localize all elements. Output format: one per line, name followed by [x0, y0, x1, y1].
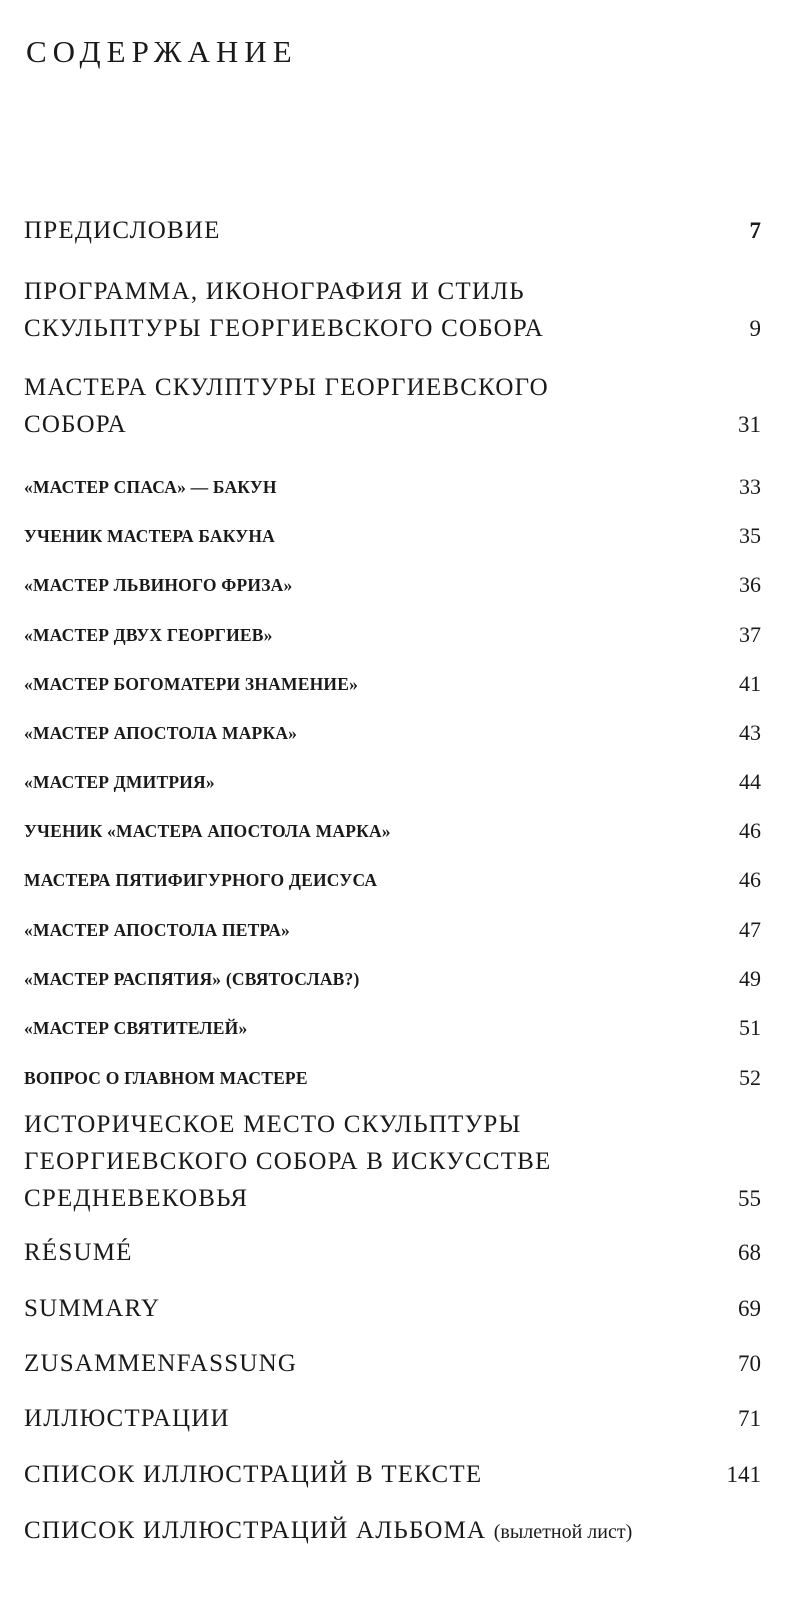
toc-entry-note: (вылетной лист) [493, 1521, 633, 1543]
toc-entry-title [24, 1234, 761, 1271]
toc-entry-title [24, 1456, 761, 1493]
toc-page-number: 52 [739, 1065, 761, 1090]
toc-entry-title [24, 1106, 761, 1217]
toc-page-number: 46 [739, 867, 761, 892]
toc-subentry[interactable] [24, 622, 761, 648]
toc-page-number: 71 [738, 1406, 761, 1431]
toc-page-number: 70 [738, 1351, 761, 1376]
toc-entry-title-line: ИСТОРИЧЕСКОЕ МЕСТО СКУЛЬПТУРЫ [24, 1111, 522, 1138]
toc-entry-title [24, 818, 761, 844]
toc-subentry[interactable] [24, 818, 761, 844]
toc-entry-title-line: ГЕОРГИЕВСКОГО СОБОРА В ИСКУССТВЕ [24, 1148, 552, 1175]
toc-page-number: 141 [726, 1462, 761, 1487]
toc-page-number: 55 [738, 1186, 761, 1211]
toc-page-number: 33 [739, 474, 761, 499]
toc-entry-title [24, 212, 761, 249]
toc-entry[interactable] [24, 212, 761, 249]
toc-page-number: 47 [739, 917, 761, 942]
toc-page-number: 9 [749, 316, 761, 341]
toc-entry-title [24, 1400, 761, 1437]
toc-entry-title [24, 867, 761, 893]
toc-entry-title [24, 769, 761, 795]
toc-entry-title-line: RÉSUMÉ [24, 1239, 133, 1266]
toc-entry-title [24, 273, 761, 347]
toc-entry[interactable] [24, 273, 761, 347]
toc-entry-title-line: «МАСТЕР ДМИТРИЯ» [24, 772, 215, 792]
toc-entry-title [24, 474, 761, 500]
toc-entry-title-line: ИЛЛЮСТРАЦИИ [24, 1405, 230, 1432]
toc-entry-title-line: «МАСТЕР АПОСТОЛА ПЕТРА» [24, 920, 290, 940]
toc-subentry[interactable] [24, 769, 761, 795]
toc-page-number: 69 [738, 1296, 761, 1321]
toc-entry-title-line: СОБОРА [24, 411, 127, 438]
toc-entry-title-line: УЧЕНИК «МАСТЕРА АПОСТОЛА МАРКА» [24, 821, 391, 841]
toc-entry-title-line: «МАСТЕР СПАСА» — БАКУН [24, 477, 277, 497]
toc-entry-title-line: СПИСОК ИЛЛЮСТРАЦИЙ В ТЕКСТЕ [24, 1461, 483, 1488]
toc-subentry[interactable] [24, 966, 761, 992]
toc-entry-title [24, 1345, 761, 1382]
toc-entry-title-line: «МАСТЕР СВЯТИТЕЛЕЙ» [24, 1018, 248, 1038]
toc-page-number: 37 [739, 622, 761, 647]
toc-entry-title [24, 1290, 761, 1327]
toc-entry-title-line: «МАСТЕР ЛЬВИНОГО ФРИЗА» [24, 575, 293, 595]
toc-entry[interactable] [24, 1512, 773, 1551]
toc-page-number: 51 [739, 1015, 761, 1040]
toc-entry-title [24, 720, 761, 746]
toc-entry-title [24, 1512, 773, 1551]
toc-entry-title-line: МАСТЕРА ПЯТИФИГУРНОГО ДЕИСУСА [24, 870, 378, 890]
toc-entry-title-line: ПРОГРАММА, ИКОНОГРАФИЯ И СТИЛЬ [24, 278, 525, 305]
toc-subentry[interactable] [24, 867, 761, 893]
toc-entry[interactable] [24, 1234, 761, 1271]
toc-entry-title-line: УЧЕНИК МАСТЕРА БАКУНА [24, 526, 275, 546]
toc-subentry[interactable] [24, 572, 761, 598]
toc-page-number: 46 [739, 818, 761, 843]
toc-entry-title-line: СРЕДНЕВЕКОВЬЯ [24, 1185, 249, 1212]
toc-entry-title [24, 1015, 761, 1041]
toc-entry-title-line: ВОПРОС О ГЛАВНОМ МАСТЕРЕ [24, 1068, 308, 1088]
toc-page-number: 31 [738, 412, 761, 437]
toc-page-number: 49 [739, 966, 761, 991]
toc-entry-title [24, 523, 761, 549]
toc-subentry[interactable] [24, 474, 761, 500]
toc-entry-title-line: СПИСОК ИЛЛЮСТРАЦИЙ АЛЬБОМА [24, 1517, 487, 1544]
toc-entry-title-line: «МАСТЕР РАСПЯТИЯ» (СВЯТОСЛАВ?) [24, 969, 360, 989]
toc-page-number: 43 [739, 720, 761, 745]
toc-entry-title [24, 622, 761, 648]
toc-subentry[interactable] [24, 917, 761, 943]
toc-subentry[interactable] [24, 720, 761, 746]
toc-entry[interactable] [24, 1290, 761, 1327]
toc-page-number: 68 [738, 1240, 761, 1265]
toc-subentry[interactable] [24, 1065, 761, 1091]
toc-entry-title [24, 966, 761, 992]
page-title: СОДЕРЖАНИЕ [26, 34, 298, 69]
toc-page-number: 36 [739, 572, 761, 597]
toc-entry-title [24, 671, 761, 697]
toc-entry-title-line: SUMMARY [24, 1295, 161, 1322]
toc-entry-title-line: СКУЛЬПТУРЫ ГЕОРГИЕВСКОГО СОБОРА [24, 315, 545, 342]
toc-page-number: 41 [739, 671, 761, 696]
toc-entry-title [24, 369, 761, 443]
toc-entry[interactable] [24, 1400, 761, 1437]
toc-entry-title-line: «МАСТЕР АПОСТОЛА МАРКА» [24, 723, 298, 743]
toc-entry-title [24, 917, 761, 943]
toc-entry-title [24, 572, 761, 598]
toc-subentry[interactable] [24, 523, 761, 549]
toc-entry-title [24, 1065, 761, 1091]
toc-page-number: 44 [739, 769, 761, 794]
toc-entry-title-line: ZUSAMMENFASSUNG [24, 1350, 298, 1377]
toc-entry-title-line: «МАСТЕР БОГОМАТЕРИ ЗНАМЕНИЕ» [24, 674, 359, 694]
toc-entry-title-line: ПРЕДИСЛОВИЕ [24, 217, 221, 244]
toc-entry[interactable] [24, 1106, 761, 1217]
toc-entry[interactable] [24, 369, 761, 443]
toc-entry[interactable] [24, 1456, 761, 1493]
toc-subentry[interactable] [24, 1015, 761, 1041]
toc-page-number: 35 [739, 523, 761, 548]
toc-subentry[interactable] [24, 671, 761, 697]
toc-entry-title-line: «МАСТЕР ДВУХ ГЕОРГИЕВ» [24, 625, 273, 645]
toc-entry-title-line: МАСТЕРА СКУЛПТУРЫ ГЕОРГИЕВСКОГО [24, 374, 549, 401]
toc-page-number: 7 [749, 218, 761, 243]
toc-entry[interactable] [24, 1345, 761, 1382]
